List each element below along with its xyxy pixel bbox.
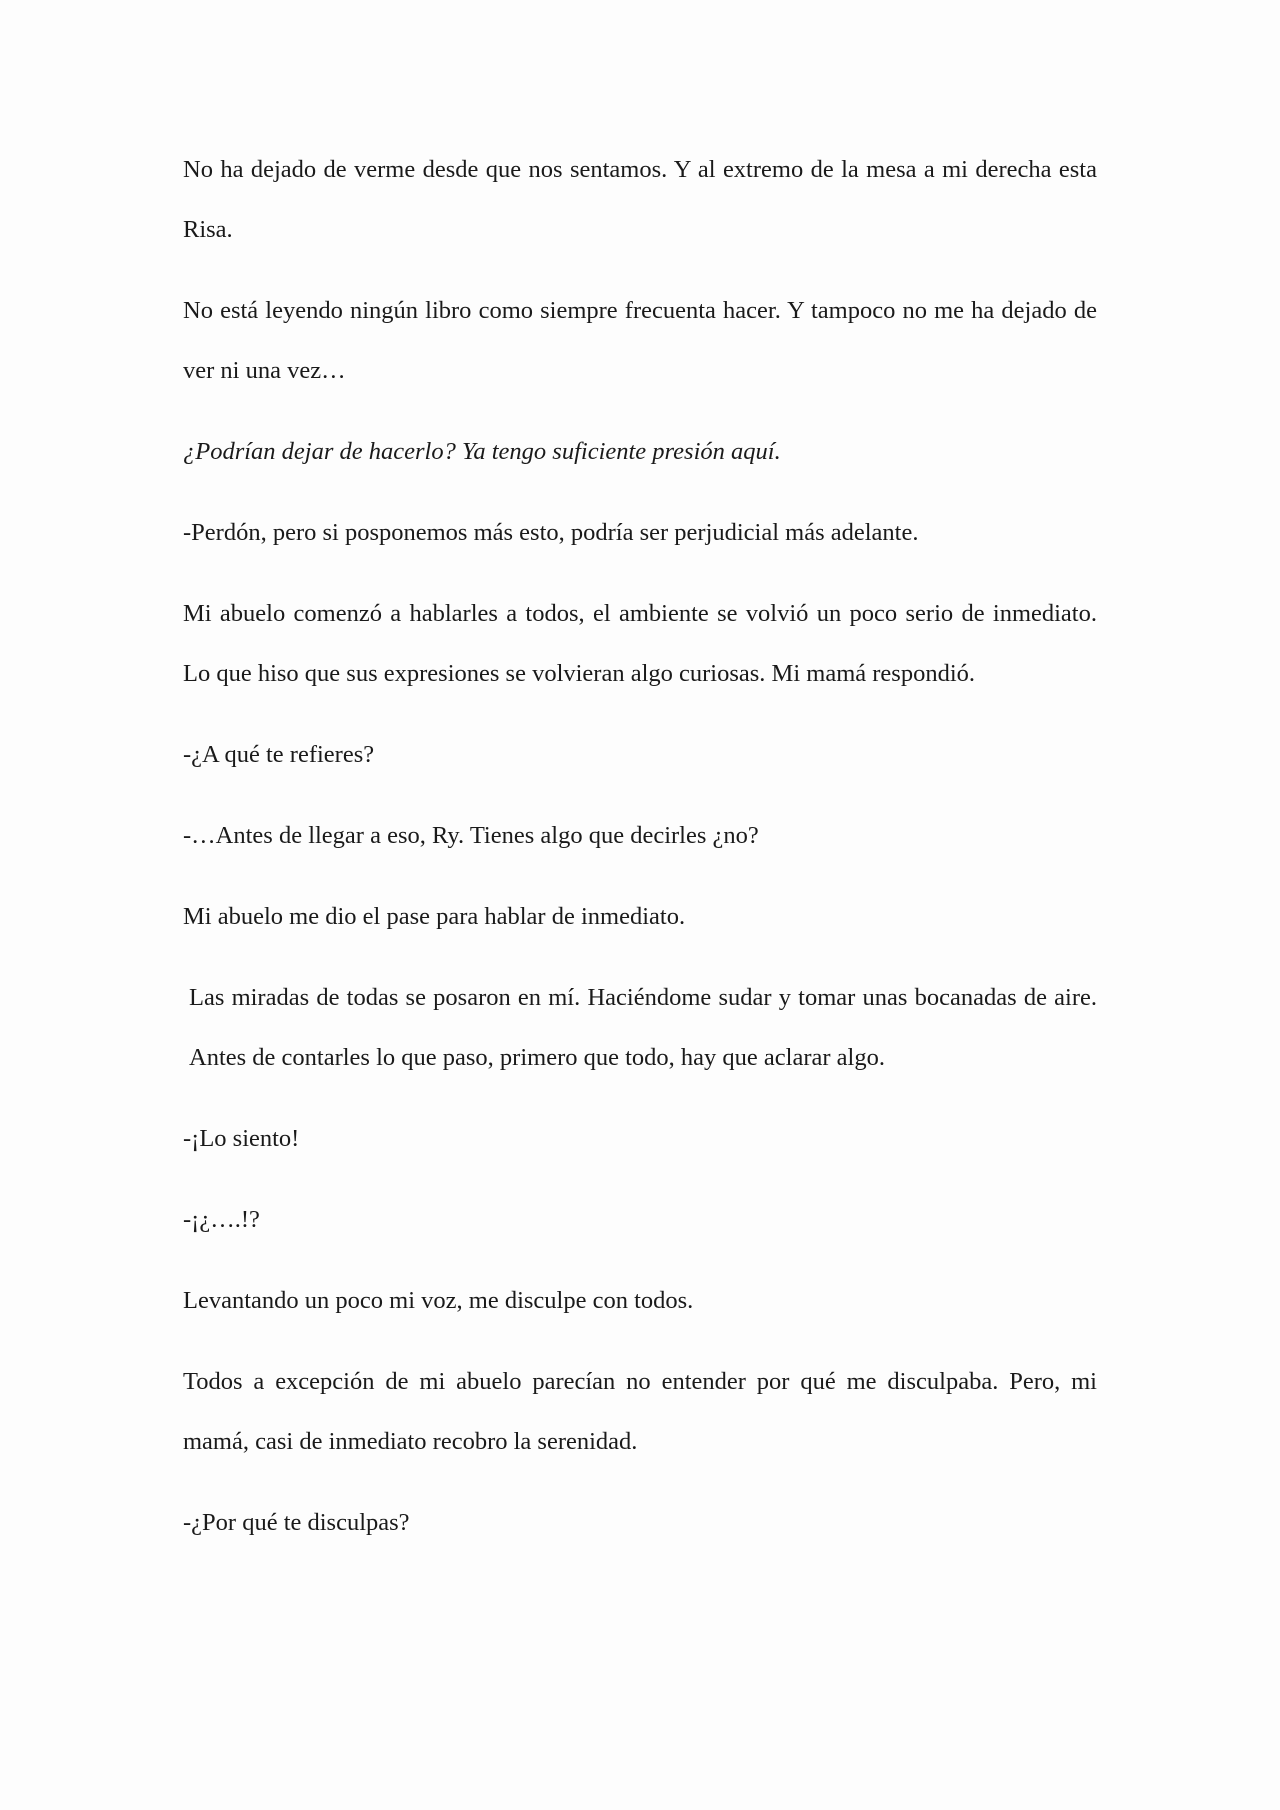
paragraph-8: Mi abuelo me dio el pase para hablar de inmediato. [183, 903, 686, 930]
paragraph-5: Mi abuelo comenzó a hablarles a todos, el ambiente se volvió un poco serio de inmediato. Lo que hiso que sus expresiones se volvieran algo curiosas. Mi mamá respondió. [183, 600, 1097, 687]
paragraph-7-dialogue: -…Antes de llegar a eso, Ry. Tienes algo que decirles ¿no? [183, 822, 759, 849]
paragraph-4-dialogue: -Perdón, pero si posponemos más esto, podría ser perjudicial más adelante. [183, 519, 919, 546]
paragraph-13: Todos a excepción de mi abuelo parecían no entender por qué me disculpaba. Pero, mi mamá, casi de inmediato recobro la serenidad. [183, 1368, 1097, 1455]
paragraph-10-dialogue: -¡Lo siento! [183, 1125, 300, 1152]
paragraph-2: No está leyendo ningún libro como siempre frecuenta hacer. Y tampoco no me ha dejado de ver ni una vez… [183, 297, 1097, 384]
paragraph-12: Levantando un poco mi voz, me disculpe con todos. [183, 1287, 694, 1314]
paragraph-11-dialogue: -¡¿….!? [183, 1206, 260, 1233]
paragraph-14-dialogue: -¿Por qué te disculpas? [183, 1509, 410, 1536]
paragraph-3-italic-thought: ¿Podrían dejar de hacerlo? Ya tengo suficiente presión aquí. [183, 438, 781, 465]
paragraph-9: Las miradas de todas se posaron en mí. Haciéndome sudar y tomar unas bocanadas de aire. Antes de contarles lo que paso, primero que todo, hay que aclarar algo. [189, 984, 1097, 1071]
text-body [183, 140, 1097, 1574]
paragraph-6-dialogue: -¿A qué te refieres? [183, 741, 375, 768]
paragraph-1: No ha dejado de verme desde que nos sentamos. Y al extremo de la mesa a mi derecha esta Risa. [183, 156, 1097, 243]
